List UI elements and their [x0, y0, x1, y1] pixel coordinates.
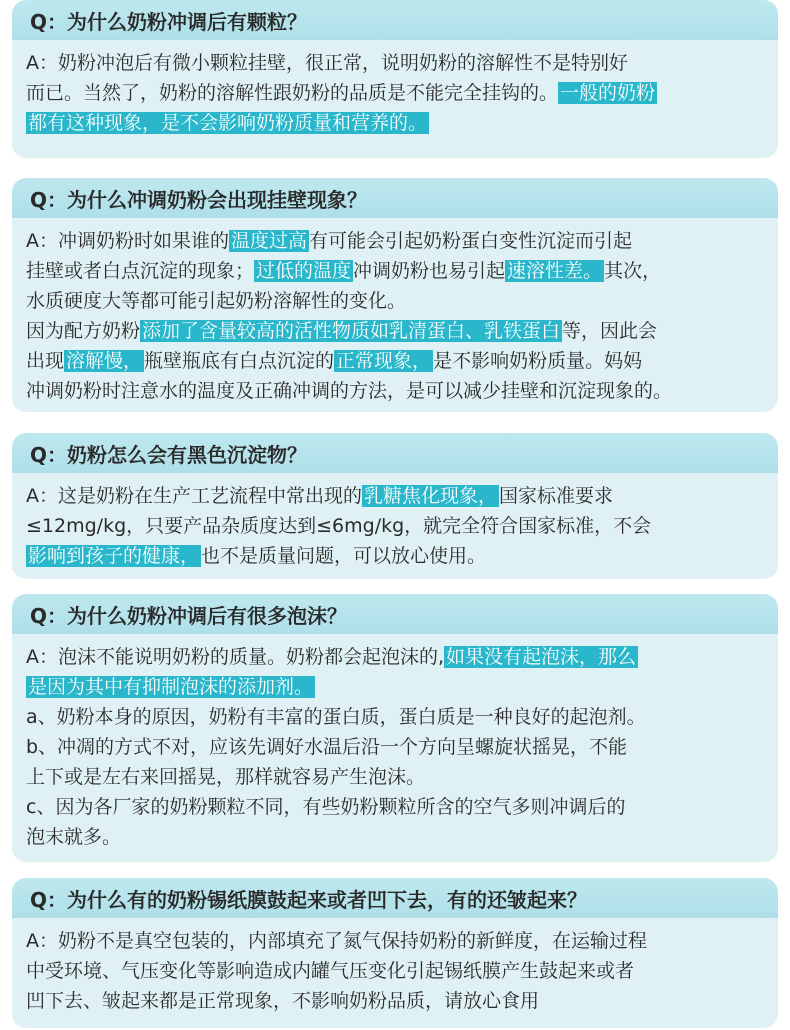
question-title: Q：为什么奶粉冲调后有颗粒？: [12, 0, 778, 40]
highlighted-text: 影响到孩子的健康，: [28, 545, 200, 567]
question-title: Q：为什么冲调奶粉会出现挂壁现象？: [12, 178, 778, 218]
question-title: Q：奶粉怎么会有黑色沉淀物？: [12, 433, 778, 473]
highlighted-text: 过低的温度: [256, 260, 352, 282]
highlighted-text: 如果没有起泡沫，那么: [446, 646, 637, 668]
highlighted-text: 是因为其中有抑制泡沫的添加剂。: [28, 676, 314, 698]
answer-line: [26, 316, 768, 346]
answer-text-segment: A：这是奶粉在生产工艺流程中常出现的: [26, 485, 362, 507]
answer-line: [26, 792, 768, 822]
answer-text: [12, 40, 778, 150]
answer-line: [26, 346, 768, 376]
answer-text-segment: 冲调奶粉也易引起: [353, 260, 506, 282]
answer-line: [26, 956, 768, 986]
answer-text: [12, 218, 778, 412]
answer-text-segment: 中受环境、气压变化等影响造成内罐气压变化引起锡纸膜产生鼓起来或者: [26, 960, 635, 982]
answer-text-segment: A：冲调奶粉时如果谁的: [26, 230, 229, 252]
answer-line: [26, 822, 768, 852]
answer-line: [26, 108, 768, 138]
answer-line: [26, 256, 768, 286]
answer-line: [26, 926, 768, 956]
answer-text-segment: 泡末就多。: [26, 826, 122, 848]
answer-text-segment: 其次，: [604, 260, 662, 282]
answer-line: [26, 48, 768, 78]
answer-text-segment: c、因为各厂家的奶粉颗粒不同，有些奶粉颗粒所含的空气多则冲调后的: [26, 796, 626, 818]
question-title: Q：为什么有的奶粉锡纸膜鼓起来或者凹下去，有的还皱起来？: [12, 878, 778, 918]
answer-line: [26, 78, 768, 108]
answer-text: [12, 634, 778, 862]
faq-card-5: [12, 878, 778, 1028]
faq-card-1: [12, 0, 778, 158]
answer-text-segment: 有可能会引起奶粉蛋白变性沉淀而引起: [309, 230, 633, 252]
answer-line: [26, 286, 768, 316]
highlighted-text: 乳糖焦化现象，: [364, 485, 498, 507]
answer-line: [26, 541, 768, 571]
highlighted-text: 添加了含量较高的活性物质如乳清蛋白、乳铁蛋白: [142, 320, 561, 342]
highlighted-text: 温度过高: [231, 230, 308, 252]
highlighted-text: 正常现象，: [336, 350, 432, 372]
answer-line: [26, 762, 768, 792]
answer-text-segment: A：奶粉冲泡后有微小颗粒挂壁，很正常，说明奶粉的溶解性不是特别好: [26, 52, 628, 74]
answer-text-segment: 凹下去、皱起来都是正常现象，不影响奶粉品质，请放心食用: [26, 990, 540, 1012]
answer-text-segment: 等，因此会: [562, 320, 658, 342]
highlighted-text: 溶解慢，: [66, 350, 143, 372]
answer-text-segment: A：泡沫不能说明奶粉的质量。奶粉都会起泡沫的,: [26, 646, 445, 668]
answer-text-segment: 而已。当然了，奶粉的溶解性跟奶粉的品质是不能完全挂钩的。: [26, 82, 559, 104]
answer-line: [26, 226, 768, 256]
answer-line: [26, 511, 768, 541]
answer-text-segment: 挂壁或者白点沉淀的现象；: [26, 260, 255, 282]
answer-text-segment: ≤12mg/kg，只要产品杂质度达到≤6mg/kg，就完全符合国家标准，不会: [26, 515, 652, 537]
answer-text-segment: 因为配方奶粉: [26, 320, 141, 342]
answer-line: [26, 376, 768, 406]
highlighted-text: 速溶性差。: [507, 260, 603, 282]
answer-text-segment: 国家标准要求: [499, 485, 614, 507]
highlighted-text: 都有这种现象，是不会影响奶粉质量和营养的。: [28, 112, 428, 134]
answer-text-segment: 也不是质量问题，可以放心使用。: [201, 545, 487, 567]
answer-line: [26, 642, 768, 672]
answer-line: [26, 732, 768, 762]
answer-text-segment: 是不影响奶粉质量。妈妈: [433, 350, 643, 372]
answer-text-segment: 出现: [26, 350, 65, 372]
faq-card-2: [12, 178, 778, 412]
answer-text-segment: 冲调奶粉时注意水的温度及正确冲调的方法，是可以减少挂壁和沉淀现象的。: [26, 380, 673, 402]
answer-text-segment: A：奶粉不是真空包装的，内部填充了氮气保持奶粉的新鲜度，在运输过程: [26, 930, 647, 952]
faq-card-4: [12, 594, 778, 862]
highlighted-text: 一般的奶粉: [560, 82, 656, 104]
question-title: Q：为什么奶粉冲调后有很多泡沫？: [12, 594, 778, 634]
faq-card-3: [12, 433, 778, 579]
answer-text-segment: a、奶粉本身的原因，奶粉有丰富的蛋白质，蛋白质是一种良好的起泡剂。: [26, 706, 646, 728]
answer-text-segment: 上下或是左右来回摇晃，那样就容易产生泡沫。: [26, 766, 426, 788]
answer-text: [12, 473, 778, 579]
answer-text-segment: b、冲凋的方式不对，应该先调好水温后沿一个方向呈螺旋状摇晃，不能: [26, 736, 628, 758]
answer-text: [12, 918, 778, 1028]
answer-line: [26, 672, 768, 702]
answer-line: [26, 986, 768, 1016]
answer-line: [26, 702, 768, 732]
answer-text-segment: 瓶壁瓶底有白点沉淀的: [144, 350, 335, 372]
answer-text-segment: 水质硬度大等都可能引起奶粉溶解性的变化。: [26, 290, 407, 312]
answer-line: [26, 481, 768, 511]
